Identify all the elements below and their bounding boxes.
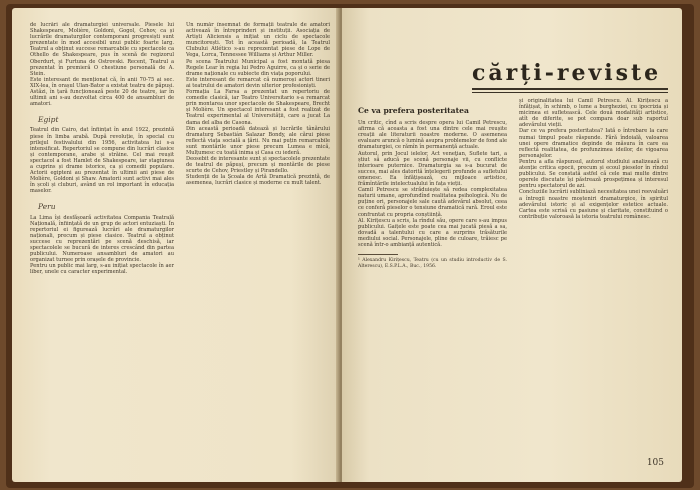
egipt-paragraph: Teatrul din Cairo, dat înființat în anul 1922, prezintă piese în limba arabă. După revoluție, în special cu prilejul festivalului din 1956, activitatea lui s-a intensificat. Repertoriul se compune din lucrări clasice și contemporane, arabe și străine. Cel mai reușit spectacol a fost Hamlet de Shakespeare, iar stagiunea a cuprins și drame istorice, ca și comedii populare. Actorii egipteni au prezentat în ultimii ani piese de Molière, Goldoni și Shaw. Amatorii sunt activi mai ales în școli și cluburi, având un rol important în educația maselor. [30,127,174,195]
left-column-2 [186,22,330,472]
right-column-1 [358,98,507,472]
footnote: ¹ Alexandru Kirițescu, Teatru (cu un studiu introductiv de S. Alterescu), E.S.P.L.A., Buc., 1956. [358,258,507,269]
section-title: cărți-reviste [472,60,662,86]
article-column-1-text: Un critic, cînd a scris despre opera lui Camil Petrescu, afirma că aceasta a fost una dintre cele mai reușite creații ale literaturii noastre moderne. O asemenea evaluare aruncă o lumină asupra problemelor de fond ale dramaturgiei, ce rămîn în permanență actuale. Autorul, prin Jocul ielelor, Act veneţian, Suflete tari, a știut să aducă pe scenă personaje vii, cu conflicte interioare puternice. Dramaturgia sa s-a bucurat de succes, mai ales datorită înțelegerii profunde a sufletului omenesc. Ea înfățișează, cu mijloace artistice, frămîntările intelectualului în fața vieții. Camil Petrescu se străduiește să redea complexitatea naturii umane, aprofundînd realitatea psihologică. Nu de puține ori, personajele sale caută adevărul absolut, ceea ce conferă pieselor o tensiune dramatică rară. Eroul este confruntat cu propria conștiință. Al. Kirițescu a scris, la rîndul său, opere care s-au impus publicului. Gaițele este poate cea mai jucată piesă a sa, dovadă a talentului cu care a surprins trăsăturile mediului social. Personajele, pline de culoare, trăiesc pe scenă într-o ambianță autentică. [358,120,507,248]
title-rule [472,88,668,90]
article-column-2-text: și originalitatea lui Camil Petrescu. Al. Kirițescu a înfățișat, în schimb, o lume a burgheziei, cu ipocrizia și micimea ei sufletească. Cele două modalități artistice, atît de diferite, se pot compara doar sub raportul adevărului vieții. Dar ce va prefera posteritatea? Iată o întrebare la care numai timpul poate răspunde. Fără îndoială, valoarea unei opere dramatice depinde de măsura în care ea reflectă realitatea, de profunzimea ideilor, de vigoarea personajelor. Pentru a afla răspunsul, autorul studiului analizează cu atenție critica epocii, precum și ecoul pieselor în rîndul publicului. Se constată astfel că cele mai multe dintre operele discutate își păstrează prospețimea și interesul pentru spectatorul de azi. Concluziile lucrării subliniază necesitatea unei reevaluări a întregii noastre moșteniri dramaturgice, în spiritul adevărului istoric și al exigențelor estetice actuale. Cartea este scrisă cu pasiune și claritate, constituind o contribuție valoroasă la istoria teatrului românesc. [519,98,668,220]
right-page [342,8,682,482]
article-title: Ce va prefera posteritatea [358,106,469,115]
section-header [342,18,682,88]
right-column-2 [519,98,668,472]
intro-paragraph: de lucrări ale dramaturgiei universale. Piesele lui Shakespeare, Molière, Goldoni, Gogol, Cehov, ca și lucrările dramaturgilor contemporani progresiști sunt prezentate în mod accesibil unui public foarte larg. Teatrul a obținut succese remarcabile cu spectacole ca Othello de Shakespeare, pus în scenă de regizorul Oberdurt, și Furtuna de Ostrovski. Recent, Teatrul a prezentat în premieră O chestiune personală de A. Stein. Este interesant de menționat că, în anii 70-75 ai sec. XIX-lea, în orașul Ulan-Bator a existat teatru de păpuși. Astăzi, în țară funcționează peste 20 de teatre, iar în ultimii ani s-au dezvoltat circa 400 de ansambluri de amatori. [30,22,174,108]
section-heading-peru: Peru [38,202,56,212]
title-rule-thin [472,92,668,93]
left-page [12,8,340,482]
left-column-2-text: Un număr însemnat de formații teatrale de amatori activează în întreprinderi și instituții. Asociația de Artiști Aliciensis a inițiat un ciclu de spectacole muncitorești. Tot în această perioadă, la Teatrul Clubului Atlético s-au reprezentat piese de Lope de Vega, Lorca, Tennessee Williams și Arthur Miller. Pe scena Teatrului Municipal a fost montată piesa Regele Lear în regia lui Pedro Aguirre, ca și o serie de drame naționale cu subiecte din viața poporului. Este interesant de remarcat că numeroși actori tineri ai teatrului de amatori devin ulterior profesioniști. Formația La Farsa a prezentat un repertoriu de comedie clasică, iar Teatro Universitario s-a remarcat prin montarea unor spectacole de Shakespeare, Brecht și Molière. Un spectacol interesant a fost realizat de Teatrul experimental al Universității, care a jucat La dama del alba de Casona. Din această perioadă datează și lucrările tânărului dramaturg Sebastián Salazar Bondy, ale cărui piese reflectă viața socială a țării. Nu mai puțin remarcabile sunt montările unor piese precum Lumea e mică, Mulțumesc cu toată inima și Casa cu iederă. Deosebit de interesante sunt și spectacolele prezentate de teatrul de păpuși, precum și montările de piese scurte de Cehov, Priestley și Pirandello. Studenții de la Școala de Artă Dramatică prezintă, de asemenea, lucrări clasice și moderne cu mult talent. [186,22,330,187]
footnote-rule [358,254,398,255]
left-column-1 [30,22,174,472]
section-heading-egipt: Egipt [38,115,59,125]
peru-paragraph: La Lima își desfășoară activitatea Compania Teatrală Națională, înființată de un grup de actori entuziaști. În repertoriul ei figurează lucrări ale dramaturgilor naționali, precum și piese clasice. Teatrul a obținut succese cu reprezentări pe scenă deschisă, iar spectacolele se bucură de interes crescând din partea publicului. Numeroase ansambluri de amatori au organizat turnee prin orașele de provincie. Pentru un public mai larg, s-au inițiat spectacole în aer liber, unele cu caracter experimental. [30,214,174,276]
page-number: 105 [646,458,664,468]
